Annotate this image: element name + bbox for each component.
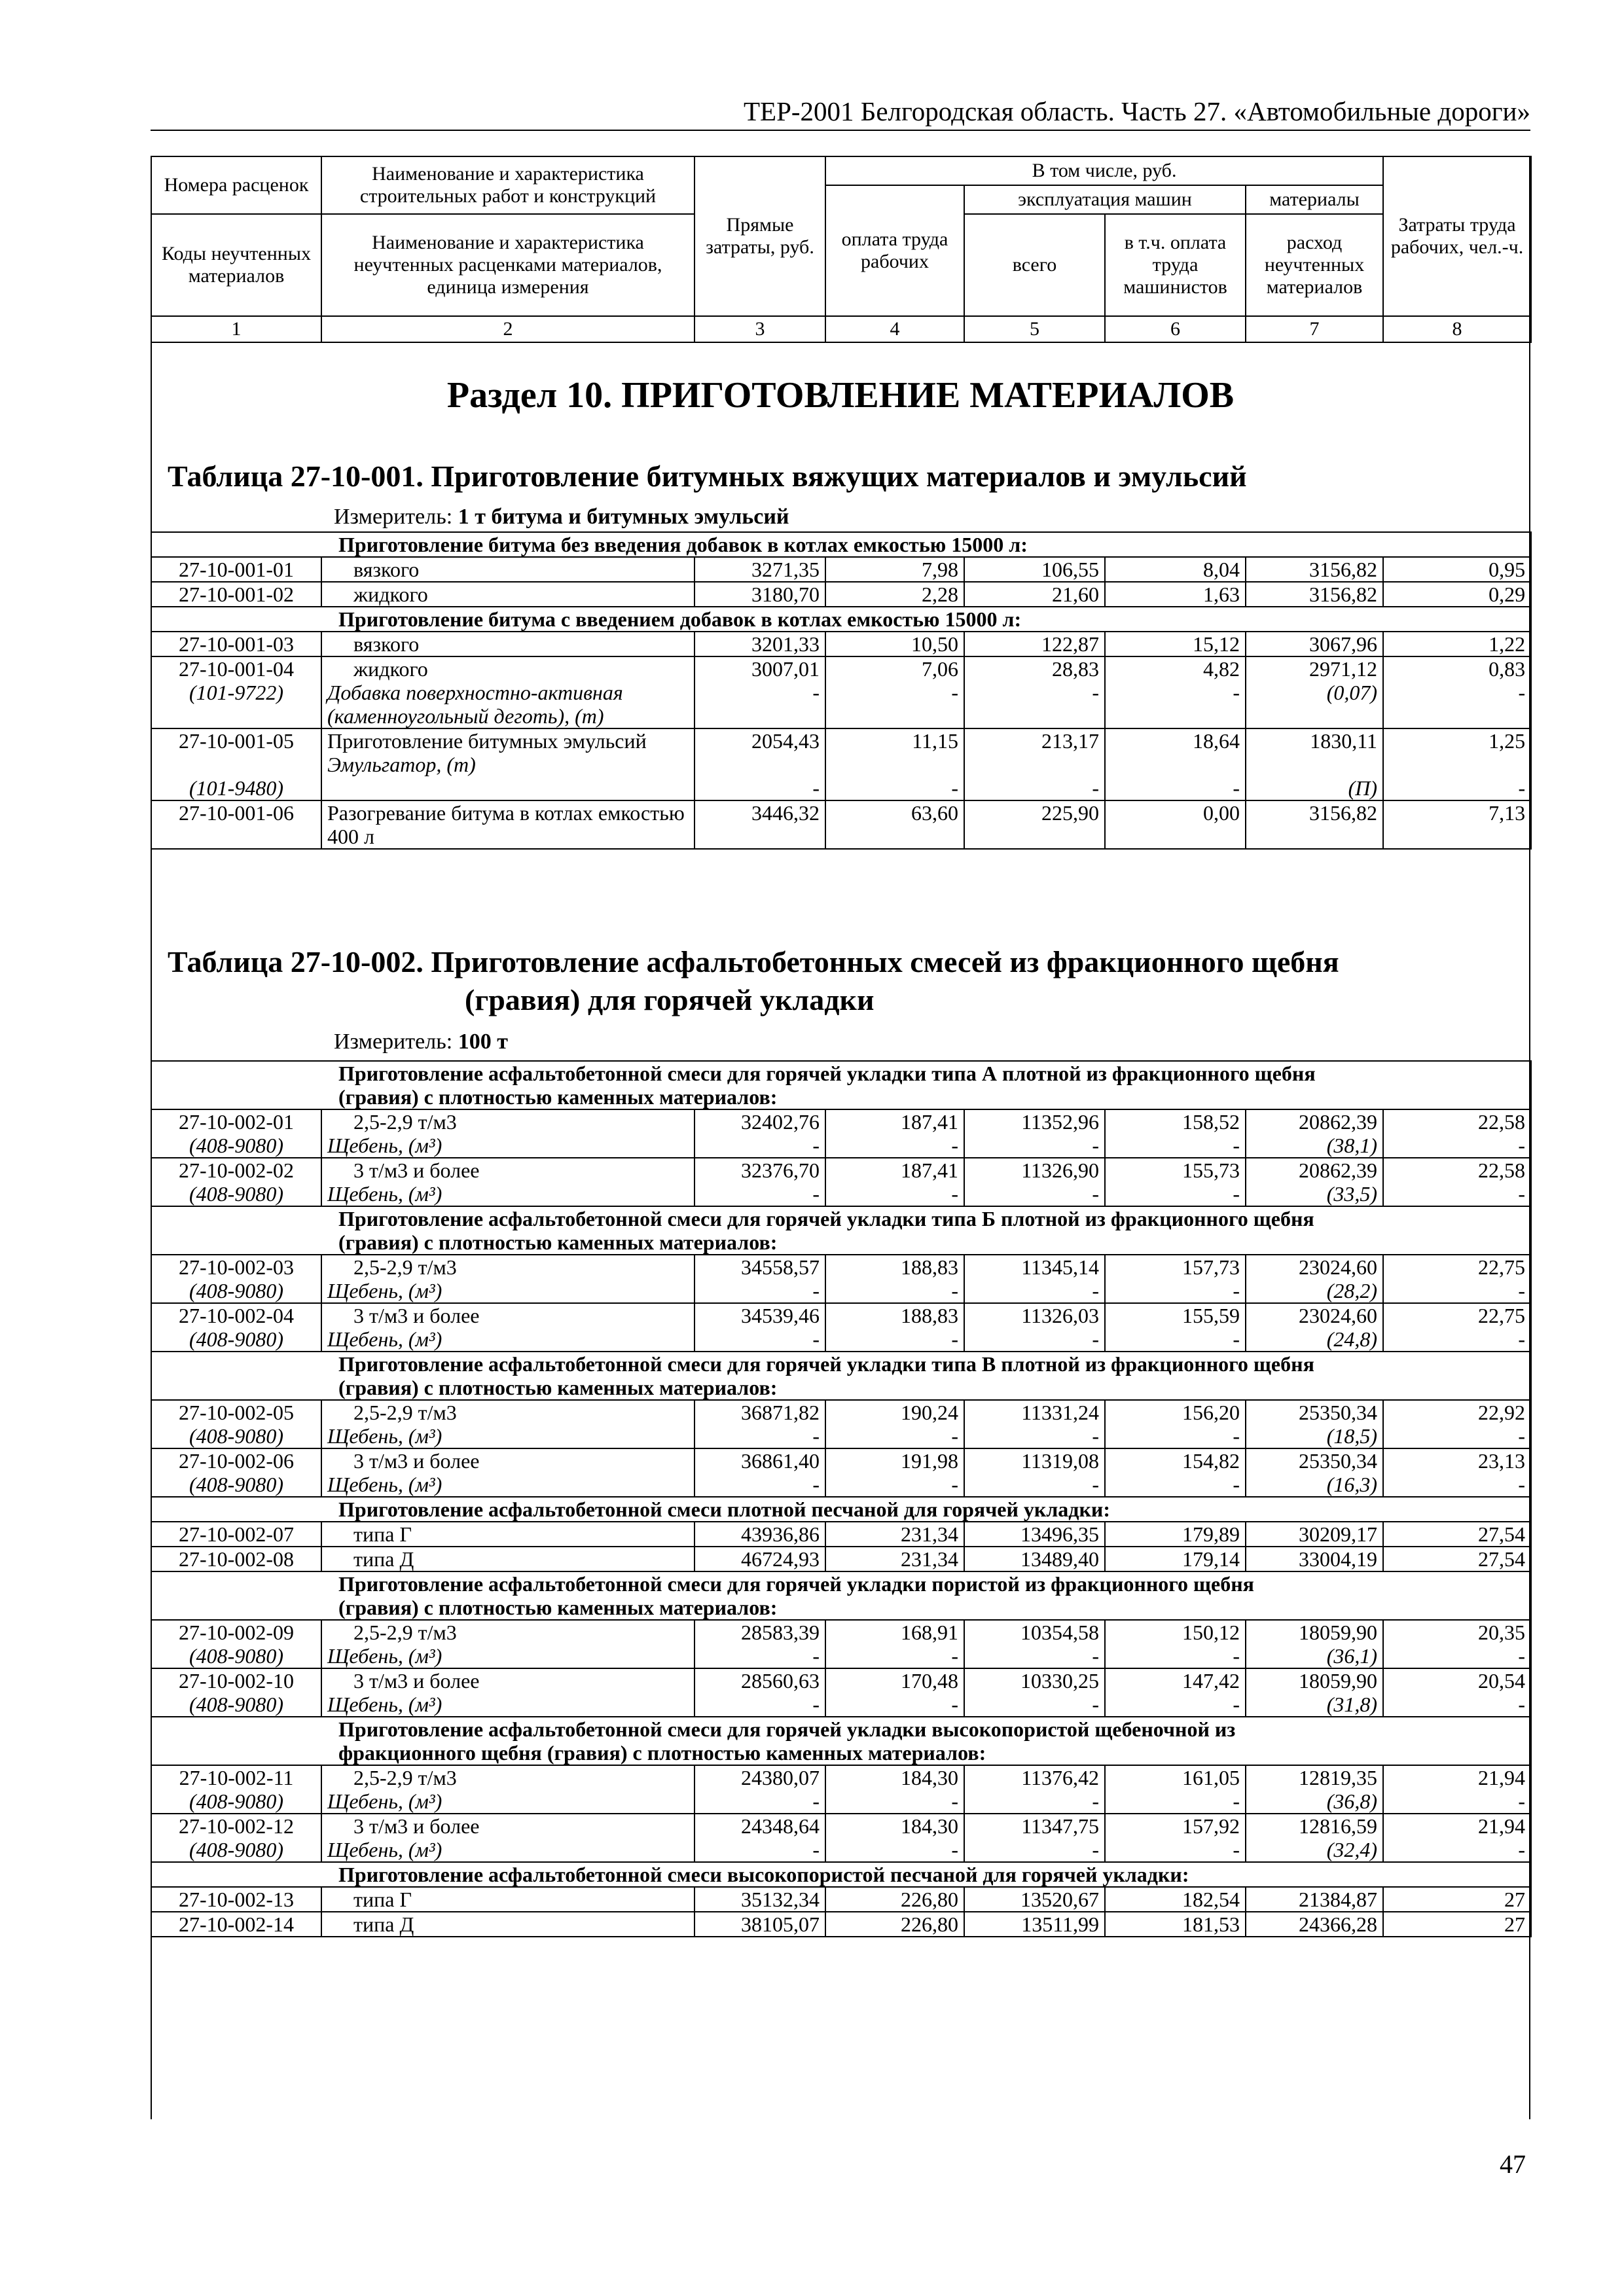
col-num: 4	[825, 316, 964, 342]
hdr-col6: в т.ч. оплата труда машинистов	[1105, 214, 1246, 316]
hdr-col2-top: Наименование и характеристика строительных работ и конструкций	[321, 156, 695, 214]
table-row: 27-10-002-11 (408-9080) 2,5-2,9 т/м3 Щебень, (м³) 24380,07 - 184,30 - 11376,42 - 161,05 - 12819,35 (36,8) 21,94 -	[151, 1765, 1531, 1814]
col-num: 1	[151, 316, 321, 342]
table-row: 27-10-002-01 (408-9080) 2,5-2,9 т/м3 Щебень, (м³) 32402,76 - 187,41 - 11352,96 - 158,52 - 20862,39 (38,1) 22,58 -	[151, 1109, 1531, 1158]
hdr-incl: В том числе, руб.	[825, 156, 1383, 185]
col-num: 5	[964, 316, 1105, 342]
table-2	[151, 1060, 1532, 1937]
table-row: 27-10-001-01 вязкого 3271,35 7,98 106,55 8,04 3156,82 0,95	[151, 557, 1531, 582]
col-num: 7	[1246, 316, 1383, 342]
col-num: 8	[1383, 316, 1531, 342]
hdr-col1-top: Номера расценок	[151, 156, 321, 214]
table-row: 27-10-002-12 (408-9080) 3 т/м3 и более Щебень, (м³) 24348,64 - 184,30 - 11347,75 - 157,92 - 12816,59 (32,4) 21,94 -	[151, 1814, 1531, 1862]
table-row: 27-10-002-08 типа Д 46724,93 231,34 13489,40 179,14 33004,19 27,54	[151, 1547, 1531, 1571]
col-num: 6	[1105, 316, 1246, 342]
group-header: Приготовление асфальтобетонной смеси плотной песчаной для горячей укладки:	[151, 1497, 1531, 1522]
table-row: 27-10-002-14 типа Д 38105,07 226,80 13511,99 181,53 24366,28 27	[151, 1912, 1531, 1937]
table-row: 27-10-002-02 (408-9080) 3 т/м3 и более Щебень, (м³) 32376,70 - 187,41 - 11326,90 - 155,73 - 20862,39 (33,5) 22,58 -	[151, 1158, 1531, 1206]
hdr-machines: эксплуатация машин	[964, 185, 1246, 214]
running-head: ТЕР-2001 Белгородская область. Часть 27. «Автомобильные дороги»	[151, 97, 1530, 131]
table-2-meter: Измеритель: 100 т	[334, 1030, 508, 1054]
table-row: 27-10-002-04 (408-9080) 3 т/м3 и более Щебень, (м³) 34539,46 - 188,83 - 11326,03 - 155,59 - 23024,60 (24,8) 22,75 -	[151, 1303, 1531, 1352]
table-2-title-line2: (гравия) для горячей укладки	[465, 983, 875, 1016]
table-row: 27-10-002-07 типа Г 43936,86 231,34 13496,35 179,89 30209,17 27,54	[151, 1522, 1531, 1547]
table-row: 27-10-001-06 Разогревание битума в котлах емкостью 400 л 3446,32 63,60 225,90 0,00 3156,82 7,13	[151, 800, 1531, 849]
table-row: 27-10-002-03 (408-9080) 2,5-2,9 т/м3 Щебень, (м³) 34558,57 - 188,83 - 11345,14 - 157,73 - 23024,60 (28,2) 22,75 -	[151, 1255, 1531, 1303]
hdr-col7: расход неучтенных материалов	[1246, 214, 1383, 316]
hdr-col5: всего	[964, 214, 1105, 316]
hdr-materials: материалы	[1246, 185, 1383, 214]
table-row: 27-10-002-05 (408-9080) 2,5-2,9 т/м3 Щебень, (м³) 36871,82 - 190,24 - 11331,24 - 156,20 - 25350,34 (18,5) 22,92 -	[151, 1400, 1531, 1448]
group-header: Приготовление асфальтобетонной смеси для горячей укладки типа В плотной из фракционного щебня (гравия) с плотностью каменных материалов:	[151, 1352, 1531, 1400]
group-header: Приготовление асфальтобетонной смеси для горячей укладки высокопористой щебеночной из фракционного щебня (гравия) с плотностью каменных материалов:	[151, 1717, 1531, 1765]
group-header: Приготовление асфальтобетонной смеси для горячей укладки типа А плотной из фракционного щебня (гравия) с плотностью каменных материалов:	[151, 1061, 1531, 1109]
col-num: 2	[321, 316, 695, 342]
table-1-title: Таблица 27-10-001. Приготовление битумных вяжущих материалов и эмульсий	[168, 459, 1247, 493]
group-header: Приготовление асфальтобетонной смеси для горячей укладки типа Б плотной из фракционного щебня (гравия) с плотностью каменных материалов:	[151, 1206, 1531, 1255]
table-row: 27-10-002-10 (408-9080) 3 т/м3 и более Щебень, (м³) 28560,63 - 170,48 - 10330,25 - 147,42 - 18059,90 (31,8) 20,54 -	[151, 1668, 1531, 1717]
table-row: 27-10-001-04 (101-9722) жидкого Добавка поверхностно-активная (каменноугольный деготь), (т) 3007,01 - 7,06 - 28,83 - 4,82 - 2971,12 (0,07) 0,83 -	[151, 656, 1531, 728]
table-1	[151, 531, 1532, 850]
hdr-col4: оплата труда рабочих	[825, 185, 964, 316]
hdr-col8: Затраты труда рабочих, чел.-ч.	[1383, 156, 1531, 316]
col-num: 3	[695, 316, 825, 342]
table-row: 27-10-001-05 (101-9480) Приготовление битумных эмульсий Эмульгатор, (т) 2054,43 - 11,15 - 213,17 - 18,64 - 1830,11 (П) 1,25 -	[151, 728, 1531, 800]
group-header: Приготовление битума без введения добавок в котлах емкостью 15000 л:	[151, 532, 1531, 557]
hdr-col3: Прямые затраты, руб.	[695, 156, 825, 316]
table-row: 27-10-001-03 вязкого 3201,33 10,50 122,87 15,12 3067,96 1,22	[151, 632, 1531, 656]
group-header: Приготовление асфальтобетонной смеси для горячей укладки пористой из фракционного щебня (гравия) с плотностью каменных материалов:	[151, 1571, 1531, 1620]
table-2-title: Таблица 27-10-002. Приготовление асфальтобетонных смесей из фракционного щебня	[168, 945, 1339, 978]
table-row: 27-10-002-13 типа Г 35132,34 226,80 13520,67 182,54 21384,87 27	[151, 1887, 1531, 1912]
hdr-col2-bottom: Наименование и характеристика неучтенных расценками материалов, единица измерения	[321, 214, 695, 316]
table-row: 27-10-001-02 жидкого 3180,70 2,28 21,60 1,63 3156,82 0,29	[151, 582, 1531, 607]
hdr-col1-bottom: Коды неучтенных материалов	[151, 214, 321, 316]
table-1-meter: Измеритель: 1 т битума и битумных эмульсий	[334, 505, 789, 529]
page-number: 47	[1500, 2149, 1526, 2179]
group-header: Приготовление битума с введением добавок в котлах емкостью 15000 л:	[151, 607, 1531, 632]
group-header: Приготовление асфальтобетонной смеси высокопористой песчаной для горячей укладки:	[151, 1862, 1531, 1887]
table-row: 27-10-002-06 (408-9080) 3 т/м3 и более Щебень, (м³) 36861,40 - 191,98 - 11319,08 - 154,82 - 25350,34 (16,3) 23,13 -	[151, 1448, 1531, 1497]
table-row: 27-10-002-09 (408-9080) 2,5-2,9 т/м3 Щебень, (м³) 28583,39 - 168,91 - 10354,58 - 150,12 - 18059,90 (36,1) 20,35 -	[151, 1620, 1531, 1668]
section-title: Раздел 10. ПРИГОТОВЛЕНИЕ МАТЕРИАЛОВ	[446, 375, 1235, 416]
